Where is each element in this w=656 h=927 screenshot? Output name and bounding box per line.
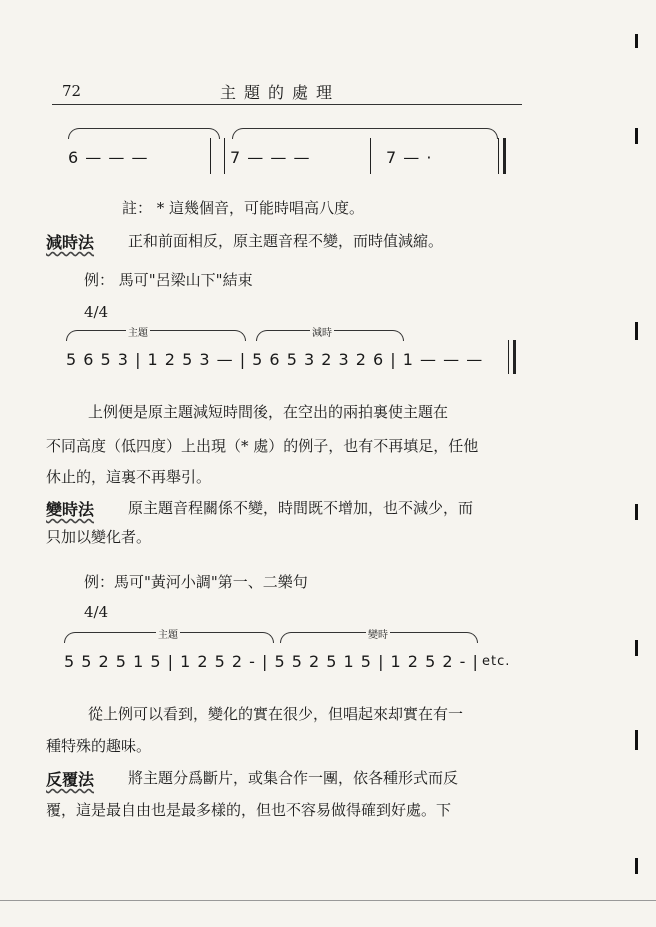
paragraph-line: 從上例可以看到，變化的實在很少，但唱起來却實在有一 [88, 705, 464, 723]
score-notes: 5 5 2 5 1 5 | 1 2 5 2 - | 5 5 2 5 1 5 | 1 2 5 2 - | [64, 652, 479, 671]
example-title: 例：馬可"黃河小調"第一、二樂句 [84, 573, 308, 591]
paragraph-line: 休止的，這裏不再舉引。 [46, 468, 212, 486]
scan-artifact [635, 128, 638, 144]
page-number: 72 [62, 82, 82, 100]
paragraph-line: 不同高度（低四度）上出現（* 處）的例子，也有不再填足，任他 [46, 437, 479, 455]
section-text: 只加以變化者。 [46, 528, 152, 546]
scan-artifact [635, 34, 638, 48]
barline [370, 138, 371, 174]
scan-artifact [635, 322, 638, 340]
score-notes: 7 — — — [230, 148, 311, 167]
section-text: 正和前面相反，原主題音程不變，而時值減縮。 [128, 232, 444, 250]
scan-artifact [635, 858, 638, 874]
etc-mark: etc. [482, 654, 511, 669]
slur-label: 變時 [366, 626, 390, 641]
final-barline [503, 138, 506, 174]
barline [498, 138, 499, 174]
final-barline [513, 340, 516, 374]
paragraph-line: 種特殊的趣味。 [46, 737, 152, 755]
barline [210, 138, 211, 174]
running-title: 主題的處理 [220, 83, 341, 102]
barline [224, 138, 225, 174]
scan-artifact [635, 730, 638, 750]
section-text: 原主題音程關係不變，時間既不增加，也不減少，而 [128, 499, 474, 517]
section-label: 反覆法 [46, 770, 95, 789]
header-rule [52, 104, 522, 105]
score-notes: 5 6 5 3 | 1 2 5 3 — | 5 6 5 3 2 3 2 6 | 1 — — — [66, 350, 484, 369]
barline [508, 340, 509, 374]
slur-arc [232, 128, 498, 139]
slur-label: 主題 [156, 626, 180, 641]
section-text: 覆，這是最自由也是最多樣的，但也不容易做得確到好處。下 [46, 801, 452, 819]
slur-label: 主題 [126, 324, 150, 339]
paragraph-line: 上例便是原主題減短時間後，在空出的兩拍裏使主題在 [88, 403, 449, 421]
scan-artifact [635, 640, 638, 656]
scan-artifact [635, 504, 638, 520]
time-signature: 4/4 [84, 303, 109, 321]
footnote: 註： * 這幾個音，可能時唱高八度。 [122, 199, 365, 217]
slur-arc [68, 128, 220, 139]
example-title: 例： 馬可"呂梁山下"結束 [84, 271, 253, 289]
section-label: 減時法 [46, 233, 95, 252]
slur-label: 減時 [310, 324, 334, 339]
score-notes: 6 — — — [68, 148, 149, 167]
time-signature: 4/4 [84, 603, 109, 621]
section-label: 變時法 [46, 500, 95, 519]
scan-artifact [0, 900, 656, 901]
score-notes: 7 — · [386, 148, 433, 167]
section-text: 將主題分爲斷片，或集合作一團，依各種形式而反 [128, 769, 459, 787]
slur-arc [66, 330, 246, 341]
